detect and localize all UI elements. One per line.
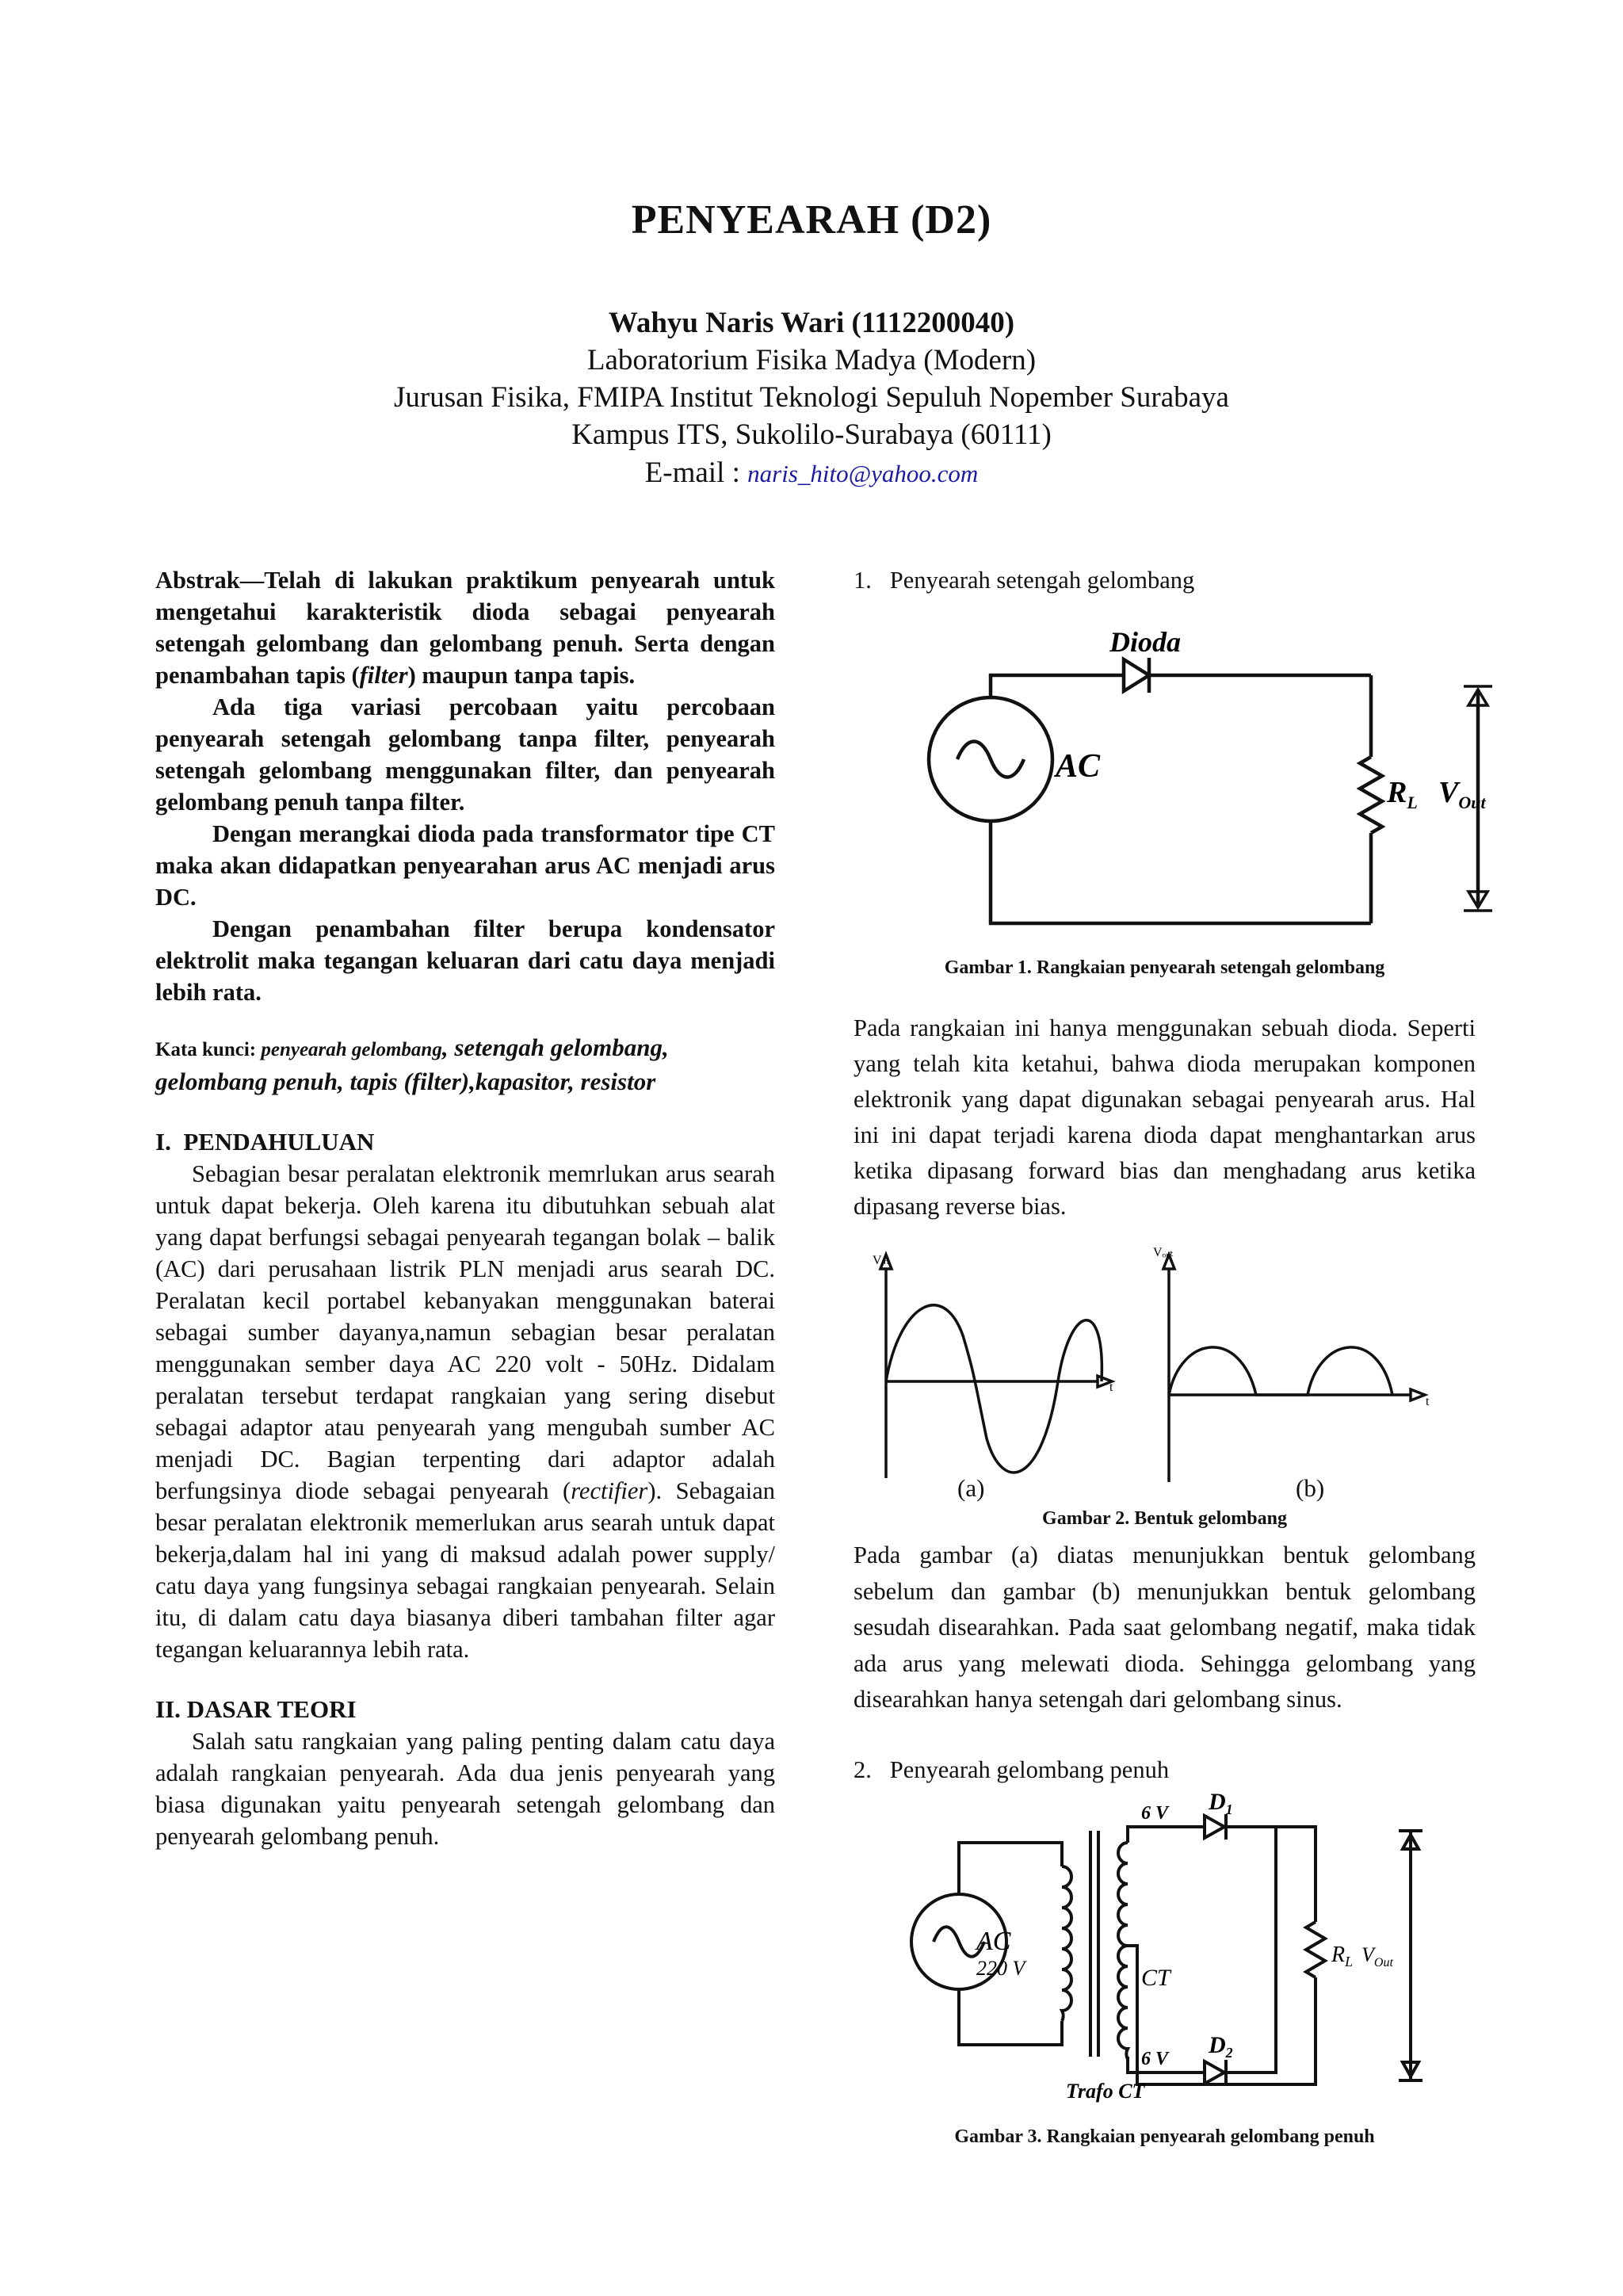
fig3-label-6v-bottom: 6 V <box>1141 2049 1169 2069</box>
fig2-label-a: (a) <box>957 1474 985 1502</box>
section-body-dasar-teori: Salah satu rangkaian yang paling penting dalam catu daya adalah rangkaian penyearah. Ada dua jenis penyearah yang biasa digunakan yaitu penyearah setengah gelombang dan penyearah gelombang penuh. <box>155 1728 775 1850</box>
email-line <box>0 455 1623 492</box>
fig2-axis-vin: Vᵢₙ <box>873 1254 889 1267</box>
fig3-label-trafo: Trafo CT <box>1066 2080 1145 2103</box>
laboratory: Laboratorium Fisika Madya (Modern) <box>586 344 1037 376</box>
figure-3-caption: Gambar 3. Rangkaian penyearah gelombang penuh <box>954 2126 1375 2147</box>
section-heading-dasar-teori: II. DASAR TEORI <box>155 1695 357 1723</box>
abstract-p2: Ada tiga variasi percobaan yaitu percobaan penyearah setengah gelombang tanpa filter, penyearah setengah gelombang menggunakan filter, dan penyearah gelombang penuh tanpa filter. <box>155 693 775 816</box>
campus-address: Kampus ITS, Sukolilo-Surabaya (60111) <box>571 418 1052 451</box>
keywords: Kata kunci: penyearah gelombang, setengah gelombang, gelombang penuh, tapis (filter),kapasitor, resistor <box>155 1033 669 1095</box>
abstract-p4: Dengan penambahan filter berupa kondensator elektrolit maka tegangan keluaran dari catu daya menjadi lebih rata. <box>155 915 775 1006</box>
fig2-label-b: (b) <box>1296 1474 1325 1502</box>
input-sine-wave <box>886 1305 1102 1473</box>
figure-waveforms <box>868 1240 1454 1494</box>
email-link[interactable]: naris_hito@yahoo.com <box>747 460 979 487</box>
fig1-label-ac: AC <box>1056 748 1101 785</box>
fig3-label-d1: $D_1$ <box>1209 1789 1233 1817</box>
left-column <box>155 564 775 1852</box>
fig3-label-220v: 220 V <box>976 1957 1025 1980</box>
section-body-pendahuluan: Sebagian besar peralatan elektronik memrlukan arus searah untuk dapat bekerja. Oleh karena itu dibutuhkan sebuah alat yang dapat berfungsi sebagai penyearah tegangan bolak – balik (AC) dari perusahaan listrik PLN menjadi arus searah DC. Peralatan kecil portabel kebanyakan menggunakan baterai sebagai sumber dayanya,namun sebagian besar peralatan menggunakan sember daya AC 220 volt - 50Hz. Didalam peralatan tersebut terdapat rangkaian yang sering disebut sebagai adaptor atau penyearah yang mengubah sumber AC menjadi DC. Bagian terpenting dari adaptor adalah berfungsinya diode sebagai penyearah (rectifier). Sebagaian besar peralatan elektronik memerlukan arus searah untuk dapat bekerja,dalam hal ini yang di maksud adalah power supply/ catu daya yang fungsinya sebagai rangkaian penyearah. Selain itu, di dalam catu daya biasanya diberi tambahan filter agar tegangan keluarannya lebih rata. <box>155 1160 775 1663</box>
figure-full-wave-circuit <box>903 1787 1458 2103</box>
figure-half-wave-circuit <box>911 618 1486 935</box>
figure-2-caption: Gambar 2. Bentuk gelombang <box>1042 1508 1287 1529</box>
fig2-axis-t-a: t <box>1109 1381 1113 1394</box>
fig2-axis-vout: Vₒᵤₜ <box>1153 1246 1174 1259</box>
fig3-label-ac: AC <box>976 1927 1011 1956</box>
list-item-full-wave: 2. Penyearah gelombang penuh <box>854 1756 1170 1783</box>
fig2-axis-t-b: t <box>1426 1395 1430 1408</box>
abstract-p3: Dengan merangkai dioda pada transformator tipe CT maka akan didapatkan penyearahan arus AC menjadi arus DC. <box>155 820 775 911</box>
paragraph-waveforms: Pada gambar (a) diatas menunjukkan bentuk gelombang sebelum dan gambar (b) menunjukkan bentuk gelombang sesudah disearahkan. Pada saat gelombang negatif, maka tidak ada arus yang melewati dioda. Sehingga gelombang yang disearahkan hanya setengah dari gelombang sinus. <box>854 1541 1476 1713</box>
abstract-p1: Abstrak—Telah di lakukan praktikum penyearah untuk mengetahui karakteristik dioda sebagai penyearah setengah gelombang dan gelombang penuh. Serta dengan penambahan tapis (filter) maupun tanpa tapis. <box>155 567 775 689</box>
list-item-half-wave: 1. Penyearah setengah gelombang <box>854 567 1195 594</box>
fig3-label-d2: $D_2$ <box>1209 2032 1233 2061</box>
section-heading-pendahuluan: I. PENDAHULUAN <box>155 1128 375 1156</box>
fig1-label-rl: $R_L$ <box>1387 776 1418 812</box>
department: Jurusan Fisika, FMIPA Institut Teknologi Sepuluh Nopember Surabaya <box>394 381 1229 414</box>
fig3-label-rl: $R_L$ <box>1331 1943 1354 1969</box>
output-rectified-wave <box>1169 1347 1392 1395</box>
email-label: E-mail : <box>644 457 748 489</box>
fig1-label-vout: $V_{Out}$ <box>1438 776 1486 812</box>
author-name: Wahyu Naris Wari (1112200040) <box>608 307 1015 339</box>
fig3-label-ct: CT <box>1141 1965 1170 1991</box>
paper-title: PENYEARAH (D2) <box>631 197 992 243</box>
fig1-label-dioda: Dioda <box>1109 626 1181 658</box>
paragraph-half-wave: Pada rangkaian ini hanya menggunakan sebuah dioda. Seperti yang telah kita ketahui, bahwa dioda merupakan komponen elektronik yang dapat digunakan sebagai penyearah arus. Hal ini ini dapat terjadi karena dioda dapat menghantarkan arus ketika dipasang forward bias dan menghadang arus ketika dipasang reverse bias. <box>854 1014 1476 1220</box>
figure-1-caption: Gambar 1. Rangkaian penyearah setengah gelombang <box>944 957 1385 978</box>
fig3-label-6v-top: 6 V <box>1141 1803 1169 1824</box>
fig3-label-vout: $V_{Out}$ <box>1361 1943 1393 1969</box>
